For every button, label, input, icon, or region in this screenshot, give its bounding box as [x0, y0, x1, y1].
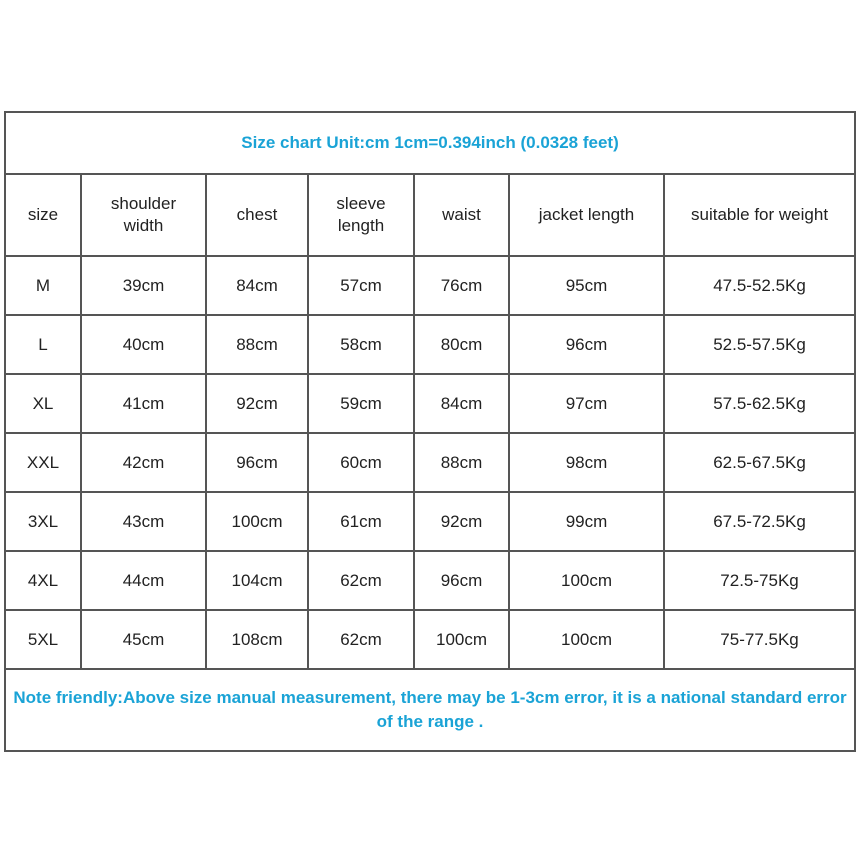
jacket-length-cell: 99cm [509, 492, 664, 551]
sleeve-length-cell: 60cm [308, 433, 414, 492]
size-cell: 4XL [5, 551, 81, 610]
sleeve-length-cell: 57cm [308, 256, 414, 315]
shoulder-width-cell: 39cm [81, 256, 206, 315]
header-sleeve-length: sleeve length [308, 174, 414, 256]
sleeve-length-cell: 58cm [308, 315, 414, 374]
sleeve-length-cell: 62cm [308, 551, 414, 610]
sleeve-length-cell: 61cm [308, 492, 414, 551]
header-suitable-for-weight: suitable for weight [664, 174, 855, 256]
shoulder-width-cell: 45cm [81, 610, 206, 669]
table-row [5, 433, 855, 492]
waist-cell: 96cm [414, 551, 509, 610]
shoulder-width-cell: 44cm [81, 551, 206, 610]
chest-cell: 84cm [206, 256, 308, 315]
size-cell: XL [5, 374, 81, 433]
jacket-length-cell: 95cm [509, 256, 664, 315]
chest-cell: 100cm [206, 492, 308, 551]
shoulder-width-cell: 41cm [81, 374, 206, 433]
size-cell: XXL [5, 433, 81, 492]
jacket-length-cell: 97cm [509, 374, 664, 433]
sleeve-length-cell: 59cm [308, 374, 414, 433]
weight-cell: 72.5-75Kg [664, 551, 855, 610]
sleeve-length-cell: 62cm [308, 610, 414, 669]
title-row [5, 112, 855, 174]
weight-cell: 75-77.5Kg [664, 610, 855, 669]
waist-cell: 76cm [414, 256, 509, 315]
size-chart-table [4, 111, 856, 752]
shoulder-width-cell: 42cm [81, 433, 206, 492]
table-row [5, 610, 855, 669]
table-row [5, 374, 855, 433]
table-row [5, 551, 855, 610]
header-jacket-length: jacket length [509, 174, 664, 256]
note-row [5, 669, 855, 751]
shoulder-width-cell: 40cm [81, 315, 206, 374]
weight-cell: 62.5-67.5Kg [664, 433, 855, 492]
header-size: size [5, 174, 81, 256]
header-shoulder-width: shoulder width [81, 174, 206, 256]
table-row [5, 315, 855, 374]
header-chest: chest [206, 174, 308, 256]
weight-cell: 52.5-57.5Kg [664, 315, 855, 374]
chest-cell: 88cm [206, 315, 308, 374]
shoulder-width-cell: 43cm [81, 492, 206, 551]
size-cell: 5XL [5, 610, 81, 669]
header-row [5, 174, 855, 256]
waist-cell: 92cm [414, 492, 509, 551]
weight-cell: 57.5-62.5Kg [664, 374, 855, 433]
waist-cell: 80cm [414, 315, 509, 374]
chest-cell: 108cm [206, 610, 308, 669]
chest-cell: 92cm [206, 374, 308, 433]
jacket-length-cell: 100cm [509, 551, 664, 610]
size-cell: L [5, 315, 81, 374]
header-waist: waist [414, 174, 509, 256]
size-cell: M [5, 256, 81, 315]
chest-cell: 96cm [206, 433, 308, 492]
chart-title: Size chart Unit:cm 1cm=0.394inch (0.0328 feet) [5, 112, 855, 174]
waist-cell: 88cm [414, 433, 509, 492]
chest-cell: 104cm [206, 551, 308, 610]
jacket-length-cell: 96cm [509, 315, 664, 374]
table-row [5, 256, 855, 315]
measurement-note: Note friendly:Above size manual measurement, there may be 1-3cm error, it is a national standard error of the range . [5, 669, 855, 751]
waist-cell: 100cm [414, 610, 509, 669]
jacket-length-cell: 100cm [509, 610, 664, 669]
weight-cell: 47.5-52.5Kg [664, 256, 855, 315]
table-row [5, 492, 855, 551]
size-cell: 3XL [5, 492, 81, 551]
jacket-length-cell: 98cm [509, 433, 664, 492]
weight-cell: 67.5-72.5Kg [664, 492, 855, 551]
waist-cell: 84cm [414, 374, 509, 433]
